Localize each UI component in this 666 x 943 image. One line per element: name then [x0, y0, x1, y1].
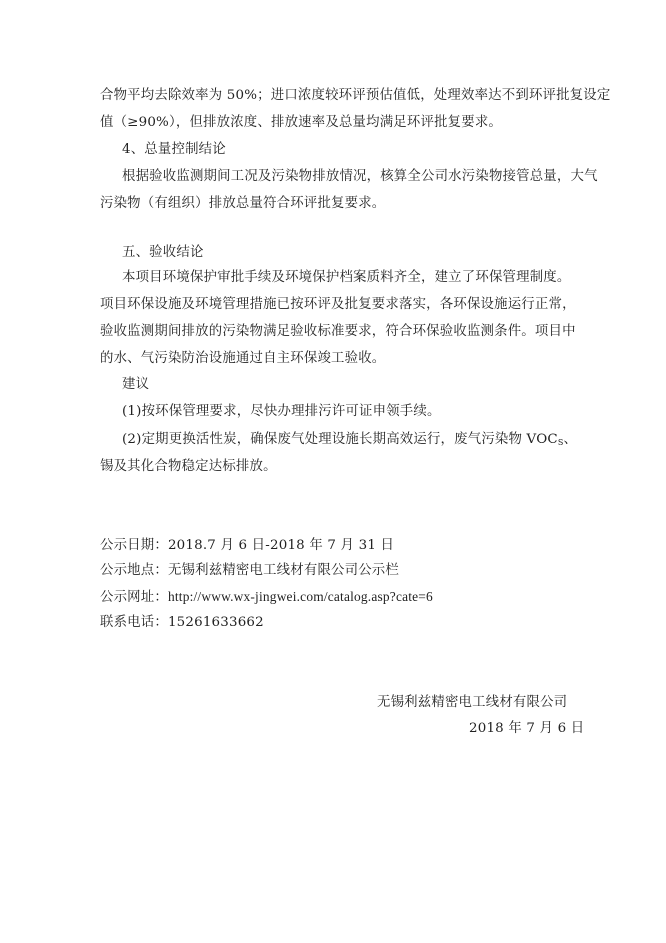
suggestion-item-2-continuation: 锡及其化合物稳定达标排放。 — [100, 459, 277, 474]
paragraph-line: 验收监测期间排放的污染物满足验收标准要求，符合环保验收监测条件。项目中 — [100, 324, 576, 339]
notice-website: 公示网址：http://www.wx-jingwei.com/catalog.asp?cate=6 — [100, 589, 433, 604]
subscript-s: S — [557, 438, 564, 447]
signature-date: 2018 年 7 月 6 日 — [469, 721, 585, 736]
suggestion-item-1: (1)按环保管理要求，尽快办理排污许可证申领手续。 — [122, 404, 441, 419]
notice-location: 公示地点：无锡利兹精密电工线材有限公司公示栏 — [100, 563, 399, 578]
suggestion-item-2-text: (2)定期更换活性炭，确保废气处理设施长期高效运行，废气污染物 VOC — [122, 432, 558, 447]
suggestions-heading: 建议 — [122, 377, 150, 392]
suggestion-item-2 — [122, 431, 577, 452]
section-heading-acceptance-conclusion: 五、验收结论 — [122, 245, 204, 260]
paragraph-line: 污染物（有组织）排放总量符合环评批复要求。 — [100, 196, 386, 211]
signature-company: 无锡利兹精密电工线材有限公司 — [377, 695, 568, 710]
section-heading-total-control: 4、总量控制结论 — [122, 142, 226, 157]
paragraph-line: 根据验收监测期间工况及污染物排放情况，核算全公司水污染物接管总量，大气 — [122, 169, 598, 184]
paragraph-line: 值（≥90%），但排放浓度、排放速率及总量均满足环评批复要求。 — [100, 115, 503, 130]
paragraph-line: 的水、气污染防治设施通过自主环保竣工验收。 — [100, 351, 386, 366]
notice-phone: 联系电话：15261633662 — [100, 615, 264, 630]
suggestion-item-2-suffix: 、 — [563, 432, 578, 447]
notice-date: 公示日期：2018.7 月 6 日-2018 年 7 月 31 日 — [100, 538, 395, 553]
paragraph-line: 项目环保设施及环境管理措施已按环评及批复要求落实，各环保设施运行正常， — [100, 297, 576, 312]
paragraph-line: 本项目环境保护审批手续及环境保护档案质料齐全，建立了环保管理制度。 — [122, 270, 571, 285]
paragraph-line: 合物平均去除效率为 50%；进口浓度较环评预估值低，处理效率达不到环评批复设定 — [100, 88, 611, 103]
